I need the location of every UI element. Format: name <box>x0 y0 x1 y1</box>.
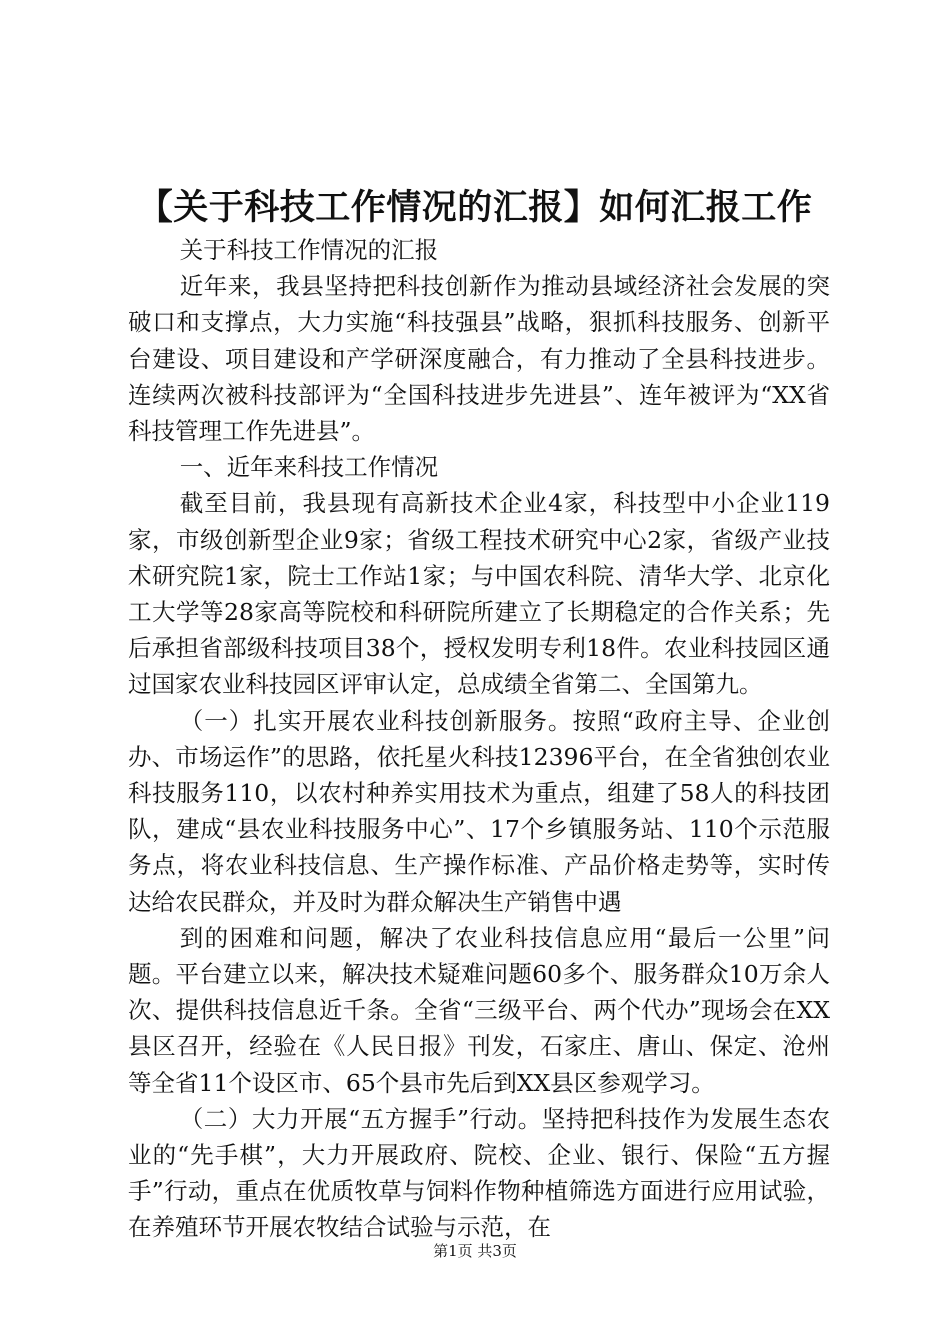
document-body <box>128 232 830 1246</box>
intro-paragraph: 近年来，我县坚持把科技创新作为推动县域经济社会发展的突破口和支撑点，大力实施“科技强县”战略，狠抓科技服务、创新平台建设、项目建设和产学研深度融合，有力推动了全县科技进步。连续两次被科技部评为“全国科技进步先进县”、连年被评为“XX省科技管理工作先进县”。 <box>128 272 830 446</box>
document-title: 【关于科技工作情况的汇报】如何汇报工作 <box>137 187 813 228</box>
status-paragraph: 截至目前，我县现有高新技术企业4家，科技型中小企业119家，市级创新型企业9家；省级工程技术研究中心2家，省级产业技术研究院1家，院士工作站1家；与中国农科院、清华大学、北京化工大学等28家高等院校和科研院所建立了长期稳定的合作关系；先后承担省部级科技项目38个，授权发明专利18件。农业科技园区通过国家农业科技园区评审认定，总成绩全省第二、全国第九。 <box>128 489 830 699</box>
item-one-paragraph: （一）扎实开展农业科技创新服务。按照“政府主导、企业创办、市场运作”的思路，依托星火科技12396平台，在全省独创农业科技服务110，以农村种养实用技术为重点，组建了58人的科技团队，建成“县农业科技服务中心”、17个乡镇服务站、110个示范服务点，将农业科技信息、生产操作标准、产品价格走势等，实时传达给农民群众，并及时为群众解决生产销售中遇 <box>128 706 830 916</box>
item-two-paragraph: （二）大力开展“五方握手”行动。坚持把科技作为发展生态农业的“先手棋”，大力开展政府、院校、企业、银行、保险“五方握手”行动，重点在优质牧草与饲料作物种植筛选方面进行应用试验，在养殖环节开展农牧结合试验与示范，在 <box>128 1104 830 1242</box>
section-heading: 一、近年来科技工作情况 <box>179 453 439 482</box>
subtitle-paragraph: 关于科技工作情况的汇报 <box>179 236 439 264</box>
page-footer: 第1页 共3页 <box>433 1242 517 1260</box>
item-one-continued-paragraph: 到的困难和问题，解决了农业科技信息应用“最后一公里”问题。平台建立以来，解决技术疑难问题60多个、服务群众10万余人次、提供科技信息近千条。全省“三级平台、两个代办”现场会在XX县区召开，经验在《人民日报》刊发，石家庄、唐山、保定、沧州等全省11个设区市、65个县市先后到XX县区参观学习。 <box>128 923 830 1097</box>
